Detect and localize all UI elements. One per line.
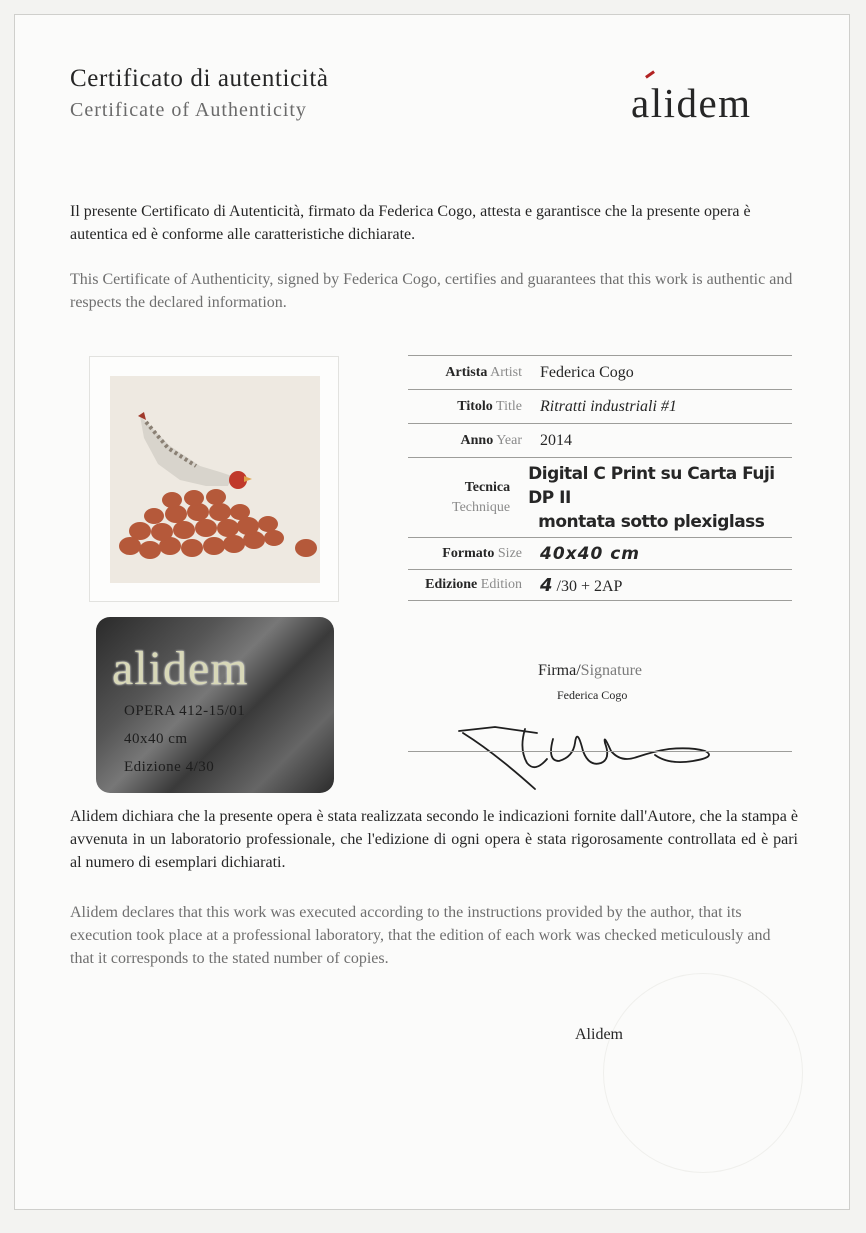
signature-line xyxy=(408,751,792,752)
certificate-sheet xyxy=(14,14,850,1210)
label-edition-it: Edizione xyxy=(425,577,478,592)
value-title: Ritratti industriali #1 xyxy=(540,397,677,415)
hologram-sticker xyxy=(96,617,334,793)
label-size-en: Size xyxy=(497,545,522,561)
value-edition-total: /30 + 2AP xyxy=(556,577,623,595)
value-year: 2014 xyxy=(540,431,572,449)
hologram-brand: alidem xyxy=(112,642,249,695)
declaration-english: Alidem declares that this work was executed according to the instructions provided by the author, that its execution took place at a professional laboratory, that the edition of each work was checked meticulously and that it corresponds to the stated number of copies. xyxy=(70,904,771,967)
label-year-en: Year xyxy=(496,432,522,448)
footer-signatory: Alidem xyxy=(575,1026,623,1043)
brand-logo xyxy=(631,79,752,127)
title-english: Certificate of Authenticity xyxy=(70,99,307,121)
label-artist-en: Artist xyxy=(490,364,522,380)
signature-name: Federica Cogo xyxy=(557,688,628,702)
intro-italian: Il presente Certificato di Autenticità, firmato da Federica Cogo, attesta e garantisce che la presente opera è autentica ed è conforme alle caratteristiche dichiarate. xyxy=(70,203,751,243)
title-italian: Certificato di autenticità xyxy=(70,65,329,92)
logo-accent xyxy=(645,70,655,78)
label-edition-en: Edition xyxy=(480,577,522,592)
value-technique-line2: montata sotto plexiglass xyxy=(538,511,765,532)
label-size-it: Formato xyxy=(442,545,495,561)
label-artist-it: Artista xyxy=(445,364,488,380)
artwork-thumbnail-frame xyxy=(89,356,339,602)
label-technique-it: Tecnica xyxy=(464,479,511,495)
hologram-size: 40x40 cm xyxy=(124,731,188,747)
value-edition-number: 4 xyxy=(540,574,553,596)
handwritten-signature xyxy=(455,703,735,793)
signature-label xyxy=(538,662,642,680)
value-size: 40x40 cm xyxy=(540,543,640,564)
artwork-image xyxy=(110,376,320,583)
declaration-italian: Alidem dichiara che la presente opera è stata realizzata secondo le indicazioni fornite dall'Autore, che la stampa è avvenuta in un laboratorio professionale, che l'edizione di ogni opera è stata rigorosamente controllata ed è pari al numero di esemplari dichiarati. xyxy=(70,808,798,871)
signature-label-it: Firma/ xyxy=(538,662,581,679)
label-year-it: Anno xyxy=(460,432,494,448)
detail-row-year xyxy=(408,423,792,457)
embossed-stamp xyxy=(603,973,803,1173)
value-artist: Federica Cogo xyxy=(540,363,634,381)
hologram-edition: Edizione 4/30 xyxy=(124,759,215,775)
value-technique-line1: Digital C Print su Carta Fuji DP II xyxy=(528,463,775,508)
details-table xyxy=(408,355,792,601)
detail-row-size xyxy=(408,537,792,569)
detail-row-title xyxy=(408,389,792,423)
signature-label-en: Signature xyxy=(580,662,642,679)
label-title-it: Titolo xyxy=(457,398,493,414)
detail-row-edition xyxy=(408,569,792,601)
artwork-thumbnail xyxy=(110,376,320,583)
detail-row-artist xyxy=(408,355,792,389)
hologram-opera-number: OPERA 412-15/01 xyxy=(124,703,246,719)
intro-english: This Certificate of Authenticity, signed by Federica Cogo, certifies and guarantees that this work is authentic and respects the declared information. xyxy=(70,271,793,311)
label-title-en: Title xyxy=(496,398,522,414)
detail-row-technique xyxy=(408,457,792,537)
label-technique-en: Technique xyxy=(452,499,511,515)
brand-logo-text: alidem xyxy=(631,80,752,126)
